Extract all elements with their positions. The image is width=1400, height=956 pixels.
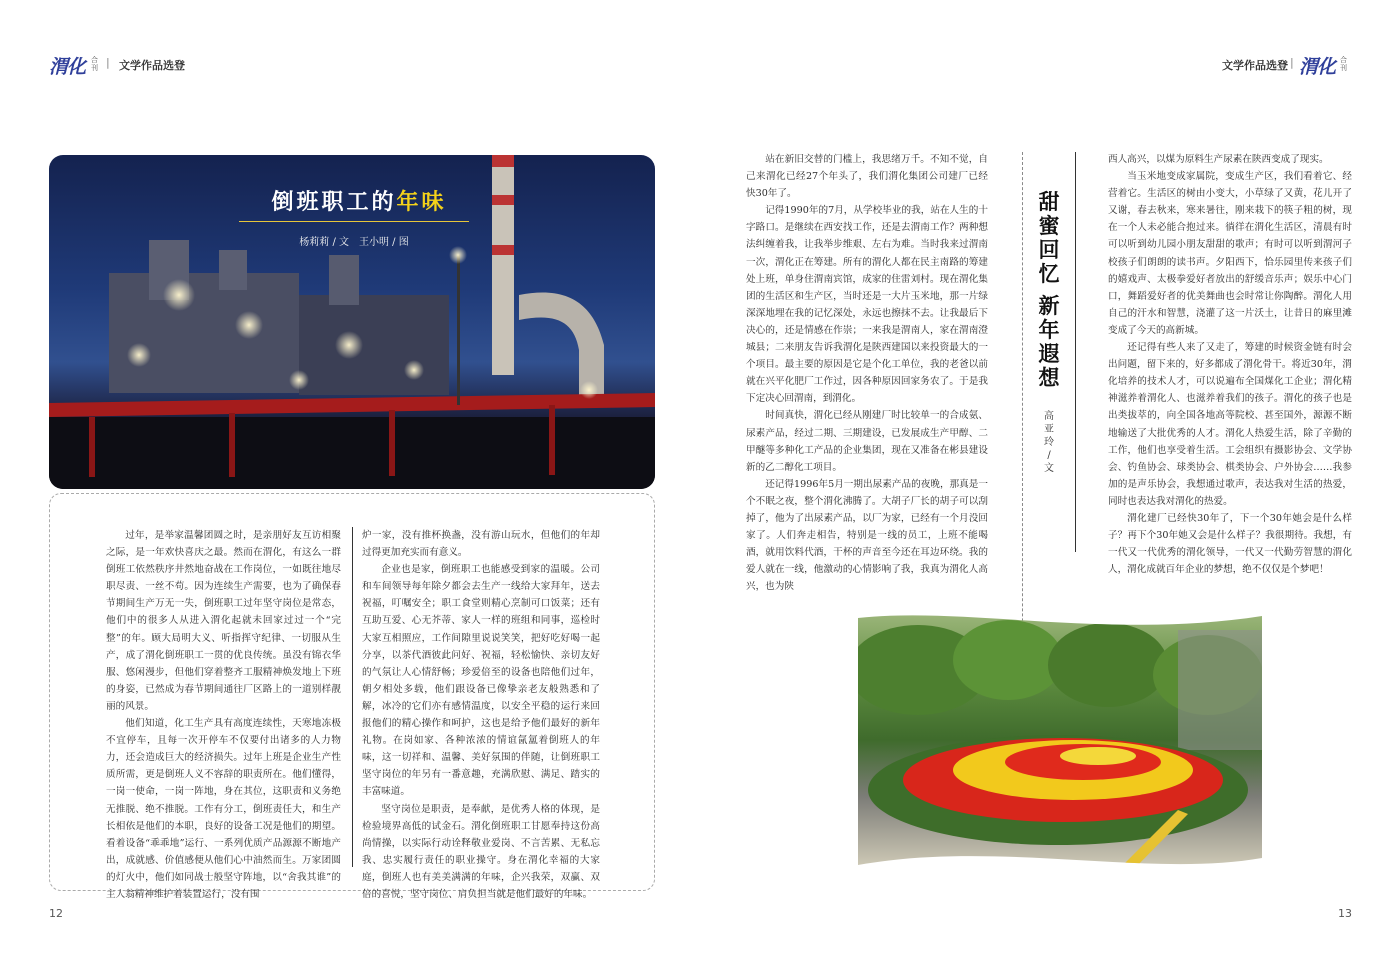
article2-col1-paragraph: 记得1990年的7月，从学校毕业的我，站在人生的十字路口。是继续在西安找工作，还是去渭南工作？两种想法纠缠着我，让我举步维艰、左右为难。当时我来过渭南一次，渭化正在筹建。所有的渭化人都在民主南路的筹建处上班，单身住渭南宾馆，成家的住雷刘村。现在渭化集团的生活区和生产区，当时还是一大片玉米地，那一片绿深深地埋在我的记忆深处，永远也擦抹不去。让我最后下决心的，还是情感在作崇；一来我是渭南人，家在渭南澄城县；二来朋友告诉我渭化是陕西建国以来投资最大的一个项目。最主要的原因是它是个化工单位，我的老爸以前就在兴平化肥厂工作过，因各种原因回家务农了。于是我下定决心回渭南，到渭化。 — [746, 205, 988, 405]
chimney — [492, 155, 514, 375]
article2-title-part2: 新年遐想 — [1038, 293, 1060, 390]
article1-title — [269, 185, 449, 216]
article2-col1-paragraph: 还记得1996年5月一期出尿素产品的夜晚，那真是一个不眠之夜，整个渭化沸腾了。大胡子厂长的胡子可以刮掉了，他为了出尿素产品，以厂为家，已经有一个月没回家了。人们奔走相告，特别是一线的员工，上班不能喝酒，就用饮料代酒，干杯的声音至今还在耳边环绕。我的爱人就在一线，他激动的心情影响了我，我真为渭化人高兴，也为陕 — [746, 478, 988, 593]
flowerbed-illustration — [858, 610, 1262, 870]
article2-col2-paragraph: 渭化建厂已经快30年了，下一个30年她会是什么样子？再下个30年她又会是什么样子？我很期待。我想，有一代又一代优秀的渭化领导，一代又一代勤劳智慧的渭化人，渭化成就百年企业的梦想，绝不仅仅是个梦吧！ — [1108, 512, 1352, 576]
right-logo-sub: 合刊 — [1340, 56, 1347, 72]
article1-column-divider — [352, 527, 353, 867]
left-section-title: 文学作品选登 — [119, 59, 185, 72]
right-page-header — [1210, 52, 1360, 76]
article2-col2-paragraph: 西人高兴，以煤为原料生产尿素在陕西变成了现实。 — [1108, 154, 1329, 165]
article1-col1-paragraph: 他们知道，化工生产具有高度连续性，天寒地冻极不宜停车，且每一次开停车不仅要付出诸多的人力物力，还会造成巨大的经济损失。过年上班是企业生产性质所需，更是倒班人义不容辞的职责所在。他们懂得，一岗一使命，一岗一阵地，身在其位，这职责和义务绝无推脱、绝不推脱。工作有分工，倒班责任大，和生产长相依是他们的本职，良好的设备工况是他们的期望。看着设备“乖乖地”运行、一系列优质产品源源不断地产出，成就感、价值感便从他们心中油然而生。万家团圆的灯火中，他们如同战士般坚守阵地，以“舍我其谁”的主人翁精神维护着装置运行，没有围 — [106, 718, 341, 900]
article2-col1-paragraph: 站在新旧交替的门槛上，我思绪万千。不知不觉，自己来渭化已经27个年头了，我们渭化集团公司建厂已经快30年了。 — [746, 154, 988, 200]
hero-photo-chemical-plant — [49, 155, 655, 489]
article2-col1-paragraph: 时间真快，渭化已经从刚建厂时比较单一的合成氨、尿素产品，经过二期、三期建设，已发展成生产甲醇、二甲醚等多种化工产品的企业集团，现在又准备在彬县建设新的乙二醇化工项目。 — [746, 410, 988, 473]
article2-title-part1: 甜蜜回忆 — [1038, 189, 1060, 286]
right-header-separator: | — [1290, 56, 1294, 69]
article2-column-2 — [1108, 151, 1352, 578]
article2-column-divider — [1075, 152, 1076, 552]
left-logo-sub: 合刊 — [91, 56, 98, 72]
article2-column-1 — [746, 151, 988, 595]
right-page-number: 13 — [1338, 907, 1352, 920]
plant-structure-main — [109, 273, 299, 393]
right-logo: 渭化 — [1299, 56, 1336, 78]
title-underline — [239, 221, 469, 222]
left-page-header — [49, 52, 249, 76]
right-section-title: 文学作品选登 — [1222, 59, 1288, 72]
article1-column-2 — [362, 527, 600, 903]
garden-flowerbed-photo — [858, 610, 1262, 870]
article1-title-highlight: 年味 — [396, 190, 447, 215]
article1-title-prefix: 倒班职工的 — [271, 190, 397, 215]
left-header-separator: | — [106, 56, 110, 69]
article1-col2-paragraph: 企业也是家，倒班职工也能感受到家的温暖。公司和车间领导每年除夕都会去生产一线给大家拜年，送去祝福，叮嘱安全；职工食堂则精心烹制可口饭菜；还有互助互爱、心无芥蒂、家人一样的班组和同事，巡检时大家互相照应，工作间隙里说说笑笑，把好吃好喝一起分享，以茶代酒彼此问好、祝福，轻松愉快、亲切友好的气氛让人心情舒畅；珍爱倍至的设备也陪他们过年，朝夕相处多载，他们跟设备已像挚亲老友般熟悉和了解，冰冷的它们亦有感情温度，以安全平稳的运行来回报他们的精心操作和呵护，这也是给予他们最好的新年礼物。在岗如家、各种浓浓的情谊氤氲着倒班人的年味，这一切祥和、温馨、美好氛围的伴随，让倒班职工坚守岗位的年另有一番意趣，充满欣慰、满足、踏实的丰富味道。 — [362, 564, 600, 798]
article2-author: 高亚玲 / 文 — [1044, 411, 1054, 474]
article1-col1-paragraph: 过年，是举家温馨团圆之时，是亲朋好友互访相聚之际，是一年欢快喜庆之最。然而在渭化，有这么一群倒班工依然秩序井然地奋战在工作岗位，一如既往地尽职尽责、一丝不苟。因为连续生产需要，也为了确保春节期间生产万无一失，倒班职工过年坚守岗位是常态，他们中的很多人从进入渭化起就未回家过过一个“完整”的年。顾大局明大义、听指挥守纪律、一切服从生产，成了渭化倒班职工一贯的优良传统。虽没有锦衣华服、悠闲漫步，但他们穿着整齐工服精神焕发地上下班的身姿，已然成为春节期间通往厂区路上的一道别样靓丽的风景。 — [106, 530, 341, 712]
article1-col2-paragraph: 坚守岗位是职责，是奉献，是优秀人格的体现，是检验境界高低的试金石。渭化倒班职工甘愿奉持这份高尚情操，以实际行动诠释敬业爱岗、不言苦累、无私忘我、忠实履行责任的职业操守。身在渭化幸福的大家庭，倒班人也有美美满满的年味，企兴我荣，双赢、双倍的喜悦，坚守岗位、肩负担当就是他们最好的年味。 — [362, 803, 600, 900]
red-pipe-rack — [49, 393, 655, 417]
article2-col2-paragraph: 还记得有些人来了又走了，筹建的时候资金链有时会出问题，留下来的，好多都成了渭化骨干。将近30年，渭化培养的技术人才，可以说遍布全国煤化工企业；渭化精神滋养着渭化人、也滋养着我们的孩子。渭化的孩子也是出类拔萃的，向全国各地高等院校、甚至国外，源源不断地输送了大批优秀的人才。渭化人热爱生活，除了辛勤的工作，他们也享受着生活。工会组织有摄影协会、文学协会、钓鱼协会、球类协会、棋类协会、户外协会……我参加的是声乐协会，我想通过歌声，表达我对生活的热爱，同时也表达我对渭化的热爱。 — [1108, 342, 1352, 507]
article1-column-1 — [106, 527, 341, 903]
left-page-number: 12 — [49, 907, 63, 920]
article1-col2-paragraph: 炉一家，没有推杯换盏，没有游山玩水，但他们的年却过得更加充实而有意义。 — [362, 530, 600, 559]
article2-col2-paragraph: 当玉米地变成家属院，变成生产区，我们看着它、经营着它。生活区的树由小变大，小草绿了又黄，花儿开了又谢，春去秋来，寒来暑往，刚来栽下的筷子粗的树，现在一个人未必能合抱过来。徜徉在渭化生活区，清晨有时可以听到幼儿园小朋友甜甜的歌声；有时可以听到渭河子校孩子们朗朗的读书声。夕阳西下，恰乐园里传来孩子们的嬉戏声、太极拳爱好者放出的舒缓音乐声；娱乐中心门口，舞蹈爱好者的优美舞曲也会时常让你陶醉。渭化人用自己的汗水和智慧，浇灌了这一片沃土，让昔日的麻里滩变成了今天的高新城。 — [1108, 171, 1352, 336]
left-logo: 渭化 — [49, 56, 86, 78]
article1-credit: 杨莉莉 / 文 王小明 / 图 — [299, 237, 409, 248]
